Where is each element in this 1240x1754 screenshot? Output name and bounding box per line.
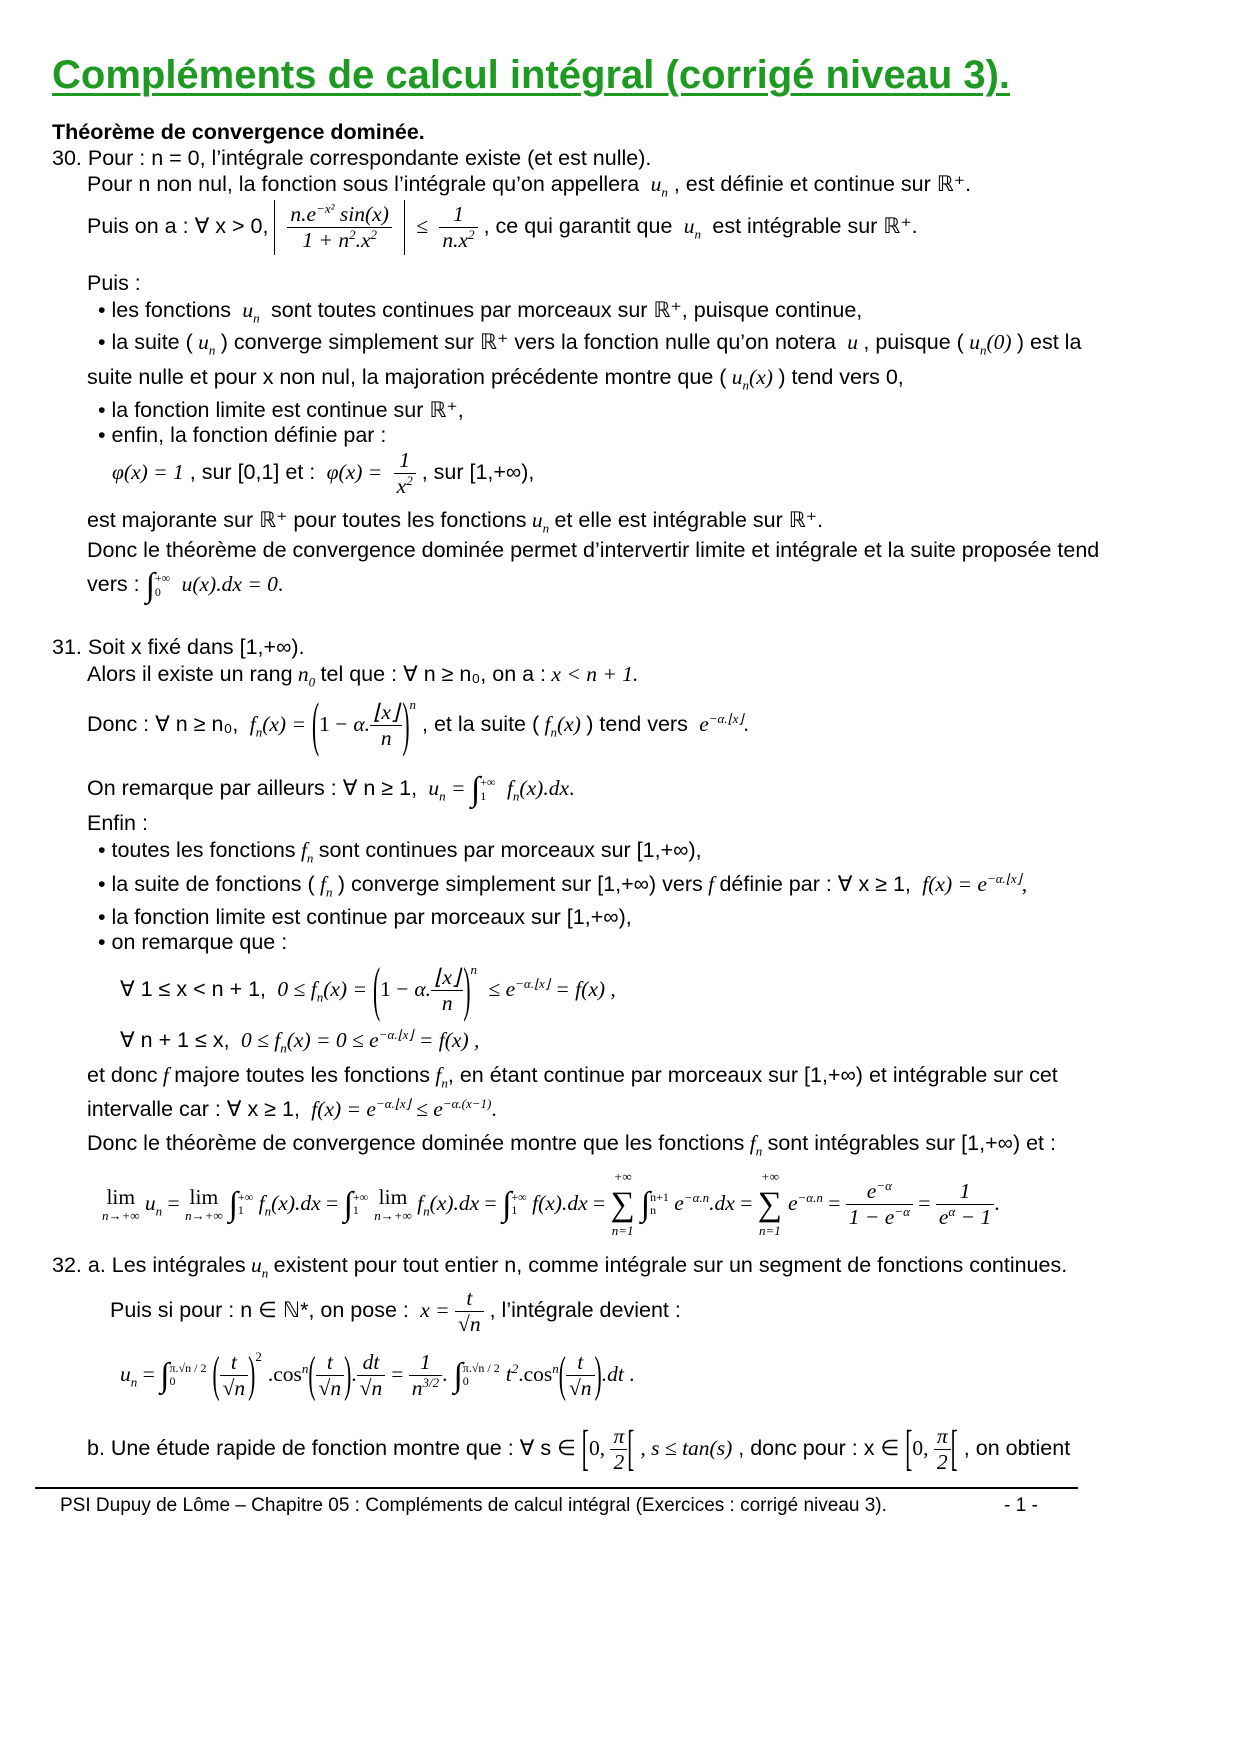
ex30-line2 [87, 172, 971, 200]
ex30-b2b: ) converge simplement sur ℝ⁺ vers la fonction nulle qu’on notera [220, 330, 836, 354]
ex31-b2a: • la suite de fonctions ( [98, 872, 315, 897]
ex31-b2b: ) converge simplement sur [1,+∞) vers [337, 872, 703, 897]
ex31-b1a: • toutes les fonctions [98, 838, 296, 862]
ex31-line6: et donc f majore toutes les fonctions $f_n$, en étant continue par morceaux sur [1,+∞) et intégrable sur cet [87, 1063, 1058, 1091]
ex30-l6a: est majorante sur ℝ⁺ pour toutes les fonctions [87, 508, 527, 532]
ex31-enfin: Enfin : [87, 811, 148, 835]
page-title: Compléments de calcul intégral (corrigé niveau 3). [52, 53, 1011, 97]
ex31-case2: ∀ n + 1 ≤ x, $0 \le f_n(x) = 0 \le e^{-\alpha.⌊x⌋} = f(x)$ , [120, 1027, 480, 1056]
ex31-bullet1: • toutes les fonctions $f_n$ sont continues par morceaux sur [1,+∞), [98, 838, 702, 866]
ex31-l7a: intervalle car : ∀ x ≥ 1, [87, 1097, 300, 1122]
ex30-line3: Puis on a : ∀ x > 0, $\frac{n.e^{-x^2} \sin(x)}{1 + n^2.x^2}$ ≤ $\frac{1}{n.x^2}$ , ce qui garantit que $u_n$ est intégrable sur ℝ⁺. [87, 200, 918, 255]
ex31-line4: On remarque par ailleurs : ∀ n ≥ 1, $u_n$ = ∫ +∞ 1 $f_n(x).dx$. [87, 771, 575, 808]
ex30-b1b: sont toutes continues par morceaux sur ℝ⁺, puisque continue, [270, 298, 863, 322]
ex32-line3: b. Une étude rapide de fonction montre que : ∀ s ∈ [0, $\frac{\pi}{2}$ [ , s ≤ tan(s) , donc pour : x ∈ [0, $\frac{\pi}{2}$ [ , on obtient [87, 1420, 1071, 1476]
ex31-limit-equation: lim n→+∞ $u_n = \lim$ n→+∞ ∫ +∞ 1 $f_n(x).dx$ = ∫ +∞ 1 lim n→+∞ $f_n(x).dx$ = ∫ +∞ 1 f(x).dx = +∞ ∑ n=1 ∫ n+1 n $e^{-\alpha.n}.dx$ = +∞ ∑ n=1 $e^{-\alpha.n}$ = $\frac{e^{-\alpha}}{1 - e^{-\alpha}}$ = $\frac{1}{e^\alpha - 1}$ . [102, 1169, 1000, 1239]
ex32-l3a: b. Une étude rapide de fonction montre que : ∀ s ∈ [87, 1435, 576, 1460]
ex30-bullet3: • la fonction limite est continue sur ℝ⁺, [98, 398, 464, 422]
ex30-b2c: , puisque ( [863, 330, 964, 354]
ex31-bullet3: • la fonction limite est continue par morceaux sur [1,+∞), [98, 905, 632, 929]
ex30-l3a: Puis on a : ∀ x > 0, [87, 214, 269, 239]
ex31-c2: ∀ n + 1 ≤ x, [120, 1028, 230, 1053]
ex30-l3c: est intégrable sur ℝ⁺. [712, 214, 918, 239]
footer-page-number: - 1 - [1004, 1495, 1038, 1516]
ex30-phi-b: , sur [1,+∞), [421, 459, 535, 484]
ex31-l4a: On remarque par ailleurs : ∀ n ≥ 1, [87, 776, 418, 801]
footer-rule [35, 1487, 1078, 1489]
ex32-l2a: Puis si pour : n ∈ ℕ*, on pose : [110, 1297, 409, 1322]
section-heading: Théorème de convergence dominée. [52, 120, 425, 144]
ex30-bullet2: • la suite ( $u_n$ ) converge simplement sur ℝ⁺ vers la fonction nulle qu’on notera u , puisque ( $u_n(0)$ ) est la [98, 330, 1082, 358]
ex30-l3b: , ce qui garantit que [483, 214, 673, 239]
ex31-l3b: , et la suite ( [422, 711, 540, 736]
ex30-l5b: ) tend vers 0, [778, 365, 904, 389]
ex31-line3: Donc : ∀ n ≥ n₀, $f_n(x) = (1 - \alpha$. $\frac{⌊x⌋}{n}$ )$^n$ , et la suite ( $f_n(x)$ ) tend vers $e^{-\alpha.⌊x⌋}$. [87, 690, 749, 758]
math-abs-integrand: $\frac{n.e^{-x^2} \sin(x)}{1 + n^2.x^2}$ [274, 200, 404, 255]
ex32-l2b: , l’intégrale devient : [489, 1297, 681, 1322]
ex32-l1a: 32. a. Les intégrales [52, 1253, 246, 1277]
math-un: $u_n$ [645, 172, 668, 200]
ex30-l8a: vers : [87, 572, 140, 597]
ex30-l2b: , est définie et continue sur ℝ⁺. [673, 172, 972, 196]
ex31-l3a: Donc : ∀ n ≥ n₀, [87, 711, 239, 736]
ex32-line1: 32. a. Les intégrales $u_n$ existent pour tout entier n, comme intégrale sur un segment de fonctions continues. [52, 1253, 1068, 1281]
ex30-line5: suite nulle et pour x non nul, la majoration précédente montre que ( $u_n(x)$ ) tend vers 0, [87, 365, 904, 393]
math-phi-frac: $\frac{1}{x^2}$ [394, 448, 416, 499]
ex30-l2a: Pour n non nul, la fonction sous l’intégrale qu’on appellera [87, 172, 640, 196]
ex31-b1b: sont continues par morceaux sur [1,+∞), [318, 838, 702, 862]
ex32-l3b: , donc pour : x ∈ [738, 1435, 900, 1460]
ex31-case1: ∀ 1 ≤ x < n + 1, $0 \le f_n(x) = (1 - \alpha$. $\frac{⌊x⌋}{n}$ )$^n \le e^{-\alpha.⌊x⌋} = f(x)$ , [120, 955, 616, 1023]
ex31-l8a: Donc le théorème de convergence dominée montre que les fonctions [87, 1131, 745, 1155]
ex30-b1a: • les fonctions [98, 298, 232, 322]
ex31-l2a: Alors il existe un rang [87, 662, 293, 686]
ex31-bullet4: • on remarque que : [98, 930, 288, 954]
ex30-b2d: ) est la [1016, 330, 1082, 354]
ex31-l2b: tel que : ∀ n ≥ n₀, on a : [320, 662, 547, 686]
ex30-line7: Donc le théorème de convergence dominée permet d’intervertir limite et intégrale et la suite proposée tend [87, 538, 1100, 562]
ex30-b2a: • la suite ( [98, 330, 193, 354]
ex31-l3c: ) tend vers [586, 711, 688, 736]
ex31-l6a: et donc [87, 1063, 158, 1087]
ex30-phi-def: φ(x) = 1 , sur [0,1] et : φ(x) = $\frac{1}{x^2}$ , sur [1,+∞), [112, 448, 535, 498]
ex31-c1: ∀ 1 ≤ x < n + 1, [120, 976, 267, 1001]
ex31-bullet2: • la suite de fonctions ( $f_n$ ) converge simplement sur [1,+∞) vers f définie par : ∀ x ≥ 1, $f(x) = e^{-\alpha.⌊x⌋}$, [98, 871, 1028, 900]
footer-text: PSI Dupuy de Lôme – Chapitre 05 : Compléments de calcul intégral (Exercices : corrigé niveau 3). [60, 1495, 887, 1516]
ex31-l6c: , en étant continue par morceaux sur [1,+∞) et intégrable sur cet [447, 1063, 1058, 1087]
math-bound-frac: $\frac{1}{n.x^2}$ [439, 202, 477, 253]
ex30-l6b: et elle est intégrable sur ℝ⁺. [554, 508, 824, 532]
ex30-line6: est majorante sur ℝ⁺ pour toutes les fonctions $u_n$ et elle est intégrable sur ℝ⁺. [87, 508, 824, 536]
ex31-line8: Donc le théorème de convergence dominée montre que les fonctions $f_n$ sont intégrables sur [1,+∞) et : [87, 1131, 1056, 1159]
ex32-l3c: , on obtient [963, 1435, 1071, 1460]
ex30-bullet1: • les fonctions $u_n$ sont toutes continues par morceaux sur ℝ⁺, puisque continue, [98, 298, 863, 326]
ex30-puis: Puis : [87, 271, 141, 295]
ex30-l5a: suite nulle et pour x non nul, la majoration précédente montre que ( [87, 365, 727, 389]
ex31-line1: 31. Soit x fixé dans [1,+∞). [52, 635, 305, 659]
ex30-bullet4: • enfin, la fonction définie par : [98, 423, 387, 447]
ex31-line2: Alors il existe un rang $n_0$ tel que : ∀ n ≥ n₀, on a : x < n + 1. [87, 662, 639, 690]
ex31-l6b: majore toutes les fonctions [174, 1063, 431, 1087]
ex32-l1b: existent pour tout entier n, comme intégrale sur un segment de fonctions continues. [273, 1253, 1068, 1277]
ex32-line2: Puis si pour : n ∈ ℕ*, on pose : x = $\frac{t}{√n}$ , l’intégrale devient : [110, 1286, 681, 1336]
ex31-line7: intervalle car : ∀ x ≥ 1, $f(x) = e^{-\alpha.⌊x⌋} \le e^{-\alpha.(x-1)}$. [87, 1096, 497, 1122]
ex31-l8b: sont intégrables sur [1,+∞) et : [767, 1131, 1056, 1155]
ex31-b2c: définie par : ∀ x ≥ 1, [719, 872, 911, 897]
ex32-un-equation: $u_n$ = ∫ π.√n / 2 0 ( $\frac{t}{√n}$ )$^2$ $.\cos^n$( $\frac{t}{√n}$ ). $\frac{dt}{√n}$ = $\frac{1}{n^{3/2}}$ . ∫ π.√n / 2 0 $t^2.\cos^n$( $\frac{t}{√n}$ ).dt . [120, 1346, 635, 1403]
ex30-line8: vers : ∫ +∞ 0 u(x).dx = 0. [87, 567, 284, 604]
ex30-phi-a: , sur [0,1] et : [189, 459, 316, 484]
ex30-line1: 30. Pour : n = 0, l’intégrale correspondante existe (et est nulle). [52, 146, 652, 170]
